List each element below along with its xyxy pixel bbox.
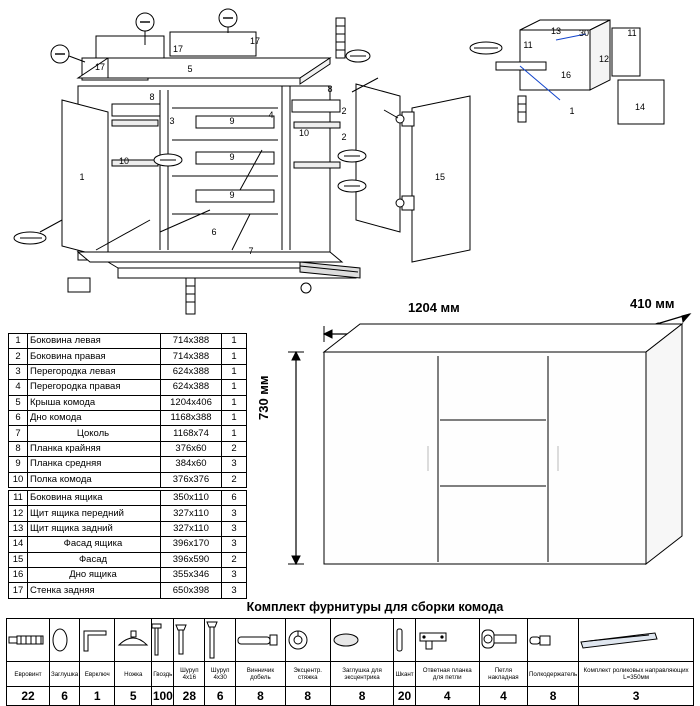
part-name: Фасад ящика xyxy=(28,537,161,552)
part-size: 1204х406 xyxy=(161,395,222,410)
leg-icon xyxy=(115,619,152,662)
part-number: 11 xyxy=(9,491,28,506)
part-number: 12 xyxy=(9,506,28,521)
svg-text:30: 30 xyxy=(578,28,590,38)
svg-text:9: 9 xyxy=(229,190,235,200)
part-number: 4 xyxy=(9,380,28,395)
screw-4x30-icon xyxy=(205,619,236,662)
exploded-view-diagram xyxy=(0,0,700,330)
hardware-qty: 8 xyxy=(285,687,330,706)
svg-text:9: 9 xyxy=(229,152,235,162)
hardware-name: Евровинт xyxy=(7,662,50,687)
part-size: 327х110 xyxy=(161,506,222,521)
part-qty: 1 xyxy=(222,426,247,441)
svg-text:4: 4 xyxy=(268,110,274,120)
parts-table-2 xyxy=(8,490,247,599)
part-size: 327х110 xyxy=(161,521,222,536)
part-qty: 3 xyxy=(222,521,247,536)
table-row xyxy=(9,334,247,349)
part-name: Боковина правая xyxy=(28,349,161,364)
wood-dowel-icon xyxy=(236,619,286,662)
table-row xyxy=(9,426,247,441)
table-row xyxy=(9,457,247,472)
svg-text:7: 7 xyxy=(248,246,254,256)
part-size: 650х398 xyxy=(161,583,222,598)
part-size: 1168х74 xyxy=(161,426,222,441)
part-name: Крыша комода xyxy=(28,395,161,410)
hardware-name: Гвоздь xyxy=(152,662,174,687)
hardware-qty: 8 xyxy=(527,687,578,706)
part-size: 355х346 xyxy=(161,567,222,582)
svg-text:2: 2 xyxy=(341,106,347,116)
svg-text:1: 1 xyxy=(79,172,85,182)
svg-text:17: 17 xyxy=(249,36,261,46)
table-row xyxy=(9,410,247,425)
part-size: 376х60 xyxy=(161,441,222,456)
euro-screw-icon xyxy=(7,619,50,662)
part-qty: 2 xyxy=(222,472,247,487)
part-qty: 6 xyxy=(222,491,247,506)
part-qty: 1 xyxy=(222,349,247,364)
svg-text:17: 17 xyxy=(172,44,184,54)
hardware-qty: 5 xyxy=(115,687,152,706)
table-row xyxy=(9,364,247,379)
part-size: 384х60 xyxy=(161,457,222,472)
hardware-name: Шуруп 4х16 xyxy=(174,662,205,687)
hardware-name: Шкант xyxy=(394,662,415,687)
part-qty: 1 xyxy=(222,380,247,395)
part-name: Полка комода xyxy=(28,472,161,487)
svg-text:2: 2 xyxy=(341,132,347,142)
table-row xyxy=(9,567,247,582)
part-number: 5 xyxy=(9,395,28,410)
svg-text:9: 9 xyxy=(229,116,235,126)
part-number: 6 xyxy=(9,410,28,425)
svg-text:14: 14 xyxy=(634,102,646,112)
part-number: 10 xyxy=(9,472,28,487)
eccentric-cap-icon xyxy=(330,619,394,662)
part-name: Щит ящика задний xyxy=(28,521,161,536)
part-name: Стенка задняя xyxy=(28,583,161,598)
part-size: 396х170 xyxy=(161,537,222,552)
part-number: 16 xyxy=(9,567,28,582)
hardware-qty: 3 xyxy=(579,687,694,706)
svg-text:11: 11 xyxy=(627,28,637,38)
hardware-qty-row xyxy=(7,687,694,706)
part-number: 7 xyxy=(9,426,28,441)
hardware-qty: 28 xyxy=(174,687,205,706)
svg-text:17: 17 xyxy=(94,62,106,72)
eccentric-coupler-icon xyxy=(285,619,330,662)
part-number: 17 xyxy=(9,583,28,598)
hardware-name: Ножка xyxy=(115,662,152,687)
part-size: 1168х388 xyxy=(161,410,222,425)
part-number: 3 xyxy=(9,364,28,379)
part-number: 15 xyxy=(9,552,28,567)
part-size: 396х590 xyxy=(161,552,222,567)
part-name: Боковина левая xyxy=(28,334,161,349)
table-row xyxy=(9,380,247,395)
part-name: Цоколь xyxy=(28,426,161,441)
svg-text:12: 12 xyxy=(598,54,610,64)
hardware-name: Еврключ xyxy=(80,662,115,687)
euro-key-icon xyxy=(80,619,115,662)
hardware-kit-title: Комплект фурнитуры для сборки комода xyxy=(246,600,504,614)
table-row xyxy=(9,395,247,410)
parts-table-body-2 xyxy=(9,491,247,599)
table-row xyxy=(9,349,247,364)
part-number: 14 xyxy=(9,537,28,552)
nail-icon xyxy=(152,619,174,662)
part-number: 2 xyxy=(9,349,28,364)
table-row xyxy=(9,521,247,536)
part-size: 714х388 xyxy=(161,349,222,364)
table-row xyxy=(9,506,247,521)
part-name: Дно ящика xyxy=(28,567,161,582)
hardware-qty: 100 xyxy=(152,687,174,706)
hardware-name: Полкодержатель xyxy=(527,662,578,687)
part-size: 624х388 xyxy=(161,364,222,379)
hardware-icon-row xyxy=(7,619,694,662)
svg-text:16: 16 xyxy=(560,70,572,80)
hardware-qty: 8 xyxy=(330,687,394,706)
part-number: 8 xyxy=(9,441,28,456)
hardware-name: Ответная планка для петли xyxy=(415,662,479,687)
cap-icon xyxy=(50,619,80,662)
hardware-qty: 6 xyxy=(205,687,236,706)
hardware-kit-table xyxy=(6,618,694,706)
svg-text:8: 8 xyxy=(149,92,155,102)
part-qty: 1 xyxy=(222,395,247,410)
part-name: Планка крайняя xyxy=(28,441,161,456)
part-name: Боковина ящика xyxy=(28,491,161,506)
hardware-qty: 4 xyxy=(415,687,479,706)
hardware-qty: 20 xyxy=(394,687,415,706)
hardware-name: Заглушка xyxy=(50,662,80,687)
dimensioned-product-view xyxy=(250,296,700,596)
part-number: 1 xyxy=(9,334,28,349)
svg-text:10: 10 xyxy=(298,128,310,138)
part-qty: 3 xyxy=(222,506,247,521)
hardware-qty: 8 xyxy=(236,687,286,706)
part-qty: 1 xyxy=(222,410,247,425)
svg-text:8: 8 xyxy=(327,84,333,94)
hardware-name: Петля накладная xyxy=(479,662,527,687)
part-qty: 3 xyxy=(222,567,247,582)
part-number: 9 xyxy=(9,457,28,472)
hardware-name: Эксцентр. стяжка xyxy=(285,662,330,687)
table-row xyxy=(9,441,247,456)
part-name: Перегородка левая xyxy=(28,364,161,379)
svg-text:6: 6 xyxy=(211,227,217,237)
table-row xyxy=(9,537,247,552)
part-qty: 1 xyxy=(222,334,247,349)
part-number: 13 xyxy=(9,521,28,536)
parts-table-body-1 xyxy=(9,334,247,488)
shelf-support-icon xyxy=(527,619,578,662)
height-dimension-label: 730 мм xyxy=(256,375,271,420)
svg-text:5: 5 xyxy=(187,64,193,74)
part-qty: 3 xyxy=(222,457,247,472)
table-row xyxy=(9,491,247,506)
part-qty: 2 xyxy=(222,552,247,567)
drawer-detail xyxy=(470,20,664,124)
hinge-icon xyxy=(479,619,527,662)
hardware-qty: 22 xyxy=(7,687,50,706)
part-qty: 3 xyxy=(222,537,247,552)
svg-text:1: 1 xyxy=(569,106,575,116)
hardware-qty: 6 xyxy=(50,687,80,706)
part-name: Фасад xyxy=(28,552,161,567)
part-name: Планка средняя xyxy=(28,457,161,472)
svg-text:13: 13 xyxy=(550,26,562,36)
part-size: 376х376 xyxy=(161,472,222,487)
hardware-qty: 1 xyxy=(80,687,115,706)
hardware-name: Шуруп 4х30 xyxy=(205,662,236,687)
svg-text:15: 15 xyxy=(434,172,446,182)
part-size: 714х388 xyxy=(161,334,222,349)
part-size: 624х388 xyxy=(161,380,222,395)
part-name: Дно комода xyxy=(28,410,161,425)
hardware-name: Комплект роликовых направляющих L=350мм xyxy=(579,662,694,687)
svg-text:11: 11 xyxy=(523,40,533,50)
table-row xyxy=(9,552,247,567)
table-row xyxy=(9,583,247,598)
width-dimension-label: 1204 мм xyxy=(408,300,460,315)
dowel-pin-icon xyxy=(394,619,415,662)
hinge-plate-icon xyxy=(415,619,479,662)
part-qty: 2 xyxy=(222,441,247,456)
screw-4x16-icon xyxy=(174,619,205,662)
part-name: Перегородка правая xyxy=(28,380,161,395)
hardware-name: Заглушка для эксцентрика xyxy=(330,662,394,687)
depth-dimension-label: 410 мм xyxy=(630,296,675,311)
slide-rail-icon xyxy=(579,619,694,662)
part-qty: 3 xyxy=(222,583,247,598)
hardware-name-row xyxy=(7,662,694,687)
hardware-name: Винничик добель xyxy=(236,662,286,687)
svg-text:3: 3 xyxy=(169,116,175,126)
svg-text:10: 10 xyxy=(118,156,130,166)
part-size: 350х110 xyxy=(161,491,222,506)
table-row xyxy=(9,472,247,487)
part-qty: 1 xyxy=(222,364,247,379)
parts-table xyxy=(8,333,247,488)
part-name: Щит ящика передний xyxy=(28,506,161,521)
hardware-qty: 4 xyxy=(479,687,527,706)
